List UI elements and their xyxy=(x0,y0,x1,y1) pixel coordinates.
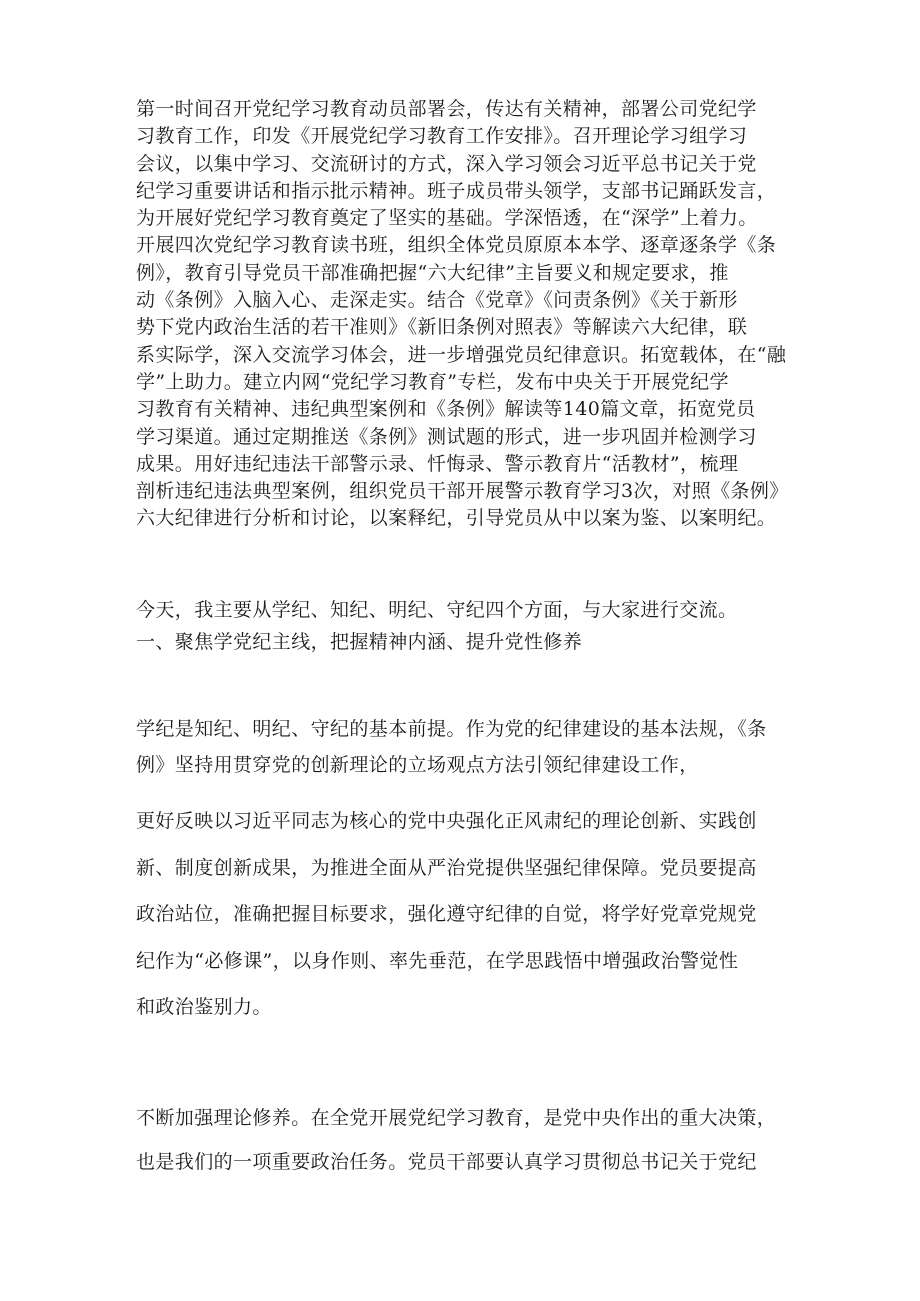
text-line: 纪作为“必修课”，以身作则、率先垂范，在学思践悟中增强政治警觉性 xyxy=(136,949,739,972)
text-line: 也是我们的一项重要政治任务。党员干部要认真学习贯彻总书记关于党纪 xyxy=(136,1151,757,1173)
text-line: 为开展好党纪学习教育奠定了坚实的基础。学深悟透，在“深学”上着力。 xyxy=(136,207,758,230)
text-line: 例》，教育引导党员干部准确把握“六大纪律”主旨要义和规定要求，推 xyxy=(136,261,729,284)
text-line: 会议，以集中学习、交流研讨的方式，深入学习领会习近平总书记关于党 xyxy=(136,152,757,175)
text-line: 更好反映以习近平同志为核心的党中央强化正风肃纪的理论创新、实践创 xyxy=(136,810,757,832)
text-line: 新、制度创新成果，为推进全面从严治党提供坚强纪律保障。党员要提高 xyxy=(136,856,757,879)
text-line: 例》坚持用贯穿党的创新理论的立场观点方法引领纪律建设工作， xyxy=(136,754,699,776)
text-line: 习教育有关精神、违纪典型案例和《条例》解读等140篇文章，拓宽党员 xyxy=(136,398,756,421)
heading-text: 一、聚焦学党纪主线，把握精神内涵、提升党性修养 xyxy=(136,631,583,653)
text-line: 习教育工作，印发《开展党纪学习教育工作安排》。召开理论学习组学习 xyxy=(136,125,748,148)
section-heading xyxy=(136,626,804,658)
paragraph-theory-cultivation xyxy=(136,1096,804,1184)
text-line: 开展四次党纪学习教育读书班，组织全体党员原原本本学、逐章逐条学《条 xyxy=(136,234,777,257)
text-line: 势下党内政治生活的若干准则》《新旧条例对照表》等解读六大纪律，联 xyxy=(136,316,748,339)
paragraph-introduction xyxy=(136,594,804,626)
text-line: 政治站位，准确把握目标要求，强化遵守纪律的自觉，将学好党章党规党 xyxy=(136,903,757,925)
text-line: 成果。用好违纪违法干部警示录、忏悔录、警示教育片“活教材”，梳理 xyxy=(136,452,739,475)
text-line: 六大纪律进行分析和讨论，以案释纪，引导党员从中以案为鉴、以案明纪。 xyxy=(136,507,777,530)
paragraph-learning-activities xyxy=(136,96,804,533)
text-line: 系实际学，深入交流学习体会，进一步增强党员纪律意识。拓宽载体，在“融 xyxy=(136,343,787,366)
text-line: 动《条例》入脑入心、走深走实。结合《党章》《问责条例》《关于新形 xyxy=(136,289,738,312)
text-line: 学纪是知纪、明纪、守纪的基本前提。作为党的纪律建设的基本法规，《条 xyxy=(136,718,767,740)
text-line: 第一时间召开党纪学习教育动员部署会，传达有关精神，部署公司党纪学 xyxy=(136,98,757,120)
text-line: 不断加强理论修养。在全党开展党纪学习教育，是党中央作出的重大决策， xyxy=(136,1107,777,1129)
text-line: 纪学习重要讲话和指示批示精神。班子成员带头领学，支部书记踊跃发言， xyxy=(136,179,777,202)
text-line: 今天，我主要从学纪、知纪、明纪、守纪四个方面，与大家进行交流。 xyxy=(136,599,738,621)
text-line: 剖析违纪违法典型案例，组织党员干部开展警示教育学习3次，对照《条例》 xyxy=(136,480,789,503)
text-line: 和政治鉴别力。 xyxy=(136,996,272,1018)
text-line: 学习渠道。通过定期推送《条例》测试题的形式，进一步巩固并检测学习 xyxy=(136,425,757,448)
paragraph-learning-discipline xyxy=(136,714,804,1031)
text-line: 学”上助力。建立内网“党纪学习教育”专栏，发布中央关于开展党纪学 xyxy=(136,370,729,393)
